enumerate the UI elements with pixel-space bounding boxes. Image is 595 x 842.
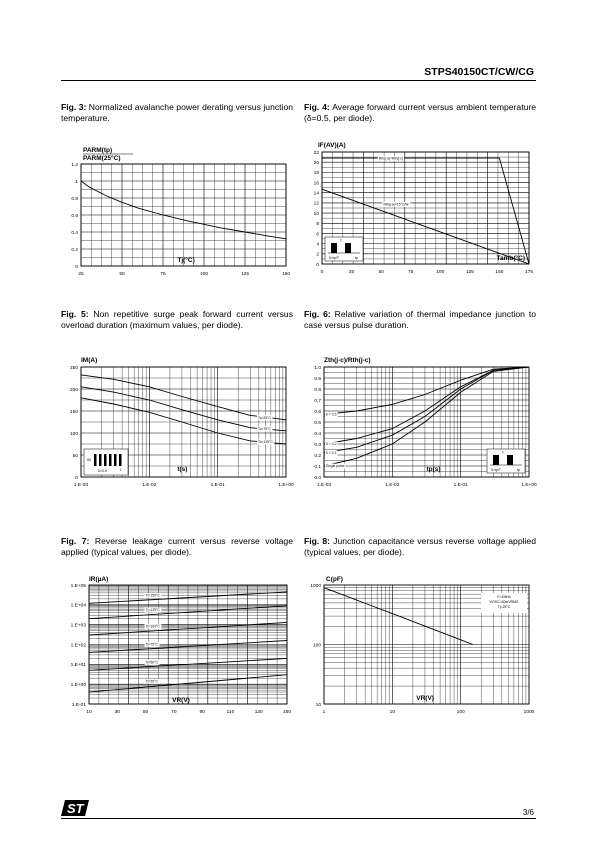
series-label: Tj=150°C (145, 593, 160, 598)
conditions-legend (481, 593, 527, 613)
series-line (81, 398, 286, 444)
x-tick-label: 100 (456, 710, 465, 715)
y-tick-label: 0.6 (71, 213, 78, 219)
y-tick-label: 0.1 (314, 464, 321, 470)
x-tick-label: 70 (171, 710, 177, 715)
x-tick-label: 150 (282, 710, 292, 715)
y-tick-label: 16 (313, 181, 319, 187)
x-tick-label: 125 (240, 272, 250, 277)
caption-fig5 (61, 309, 293, 330)
x-tick-label: 1.E+00 (521, 483, 537, 488)
y-tick-label: 4 (316, 242, 319, 248)
x-axis-label: t(s) (177, 466, 188, 473)
y-tick-label: 10 (313, 211, 319, 217)
x-tick-label: 1.E-03 (73, 483, 89, 488)
duty-cycle-label: δ=tp/T (329, 256, 340, 260)
caption-text: Junction capacitance versus reverse voltage applied (typical values, per diode). (304, 536, 536, 557)
y-tick-label: 1.E+02 (70, 643, 86, 649)
pulse-block (331, 243, 337, 253)
pulse-period-label: T (339, 239, 343, 243)
pulse-width-label: tp (355, 256, 358, 260)
x-tick-label: 75 (408, 270, 414, 275)
y-tick-label: 1.E+01 (70, 663, 86, 669)
series-label: Tc=25°C (258, 415, 271, 420)
pulse-block (94, 454, 97, 466)
caption-fig6 (304, 309, 536, 330)
duty-cycle-label: δ=0.5 (98, 469, 107, 473)
caption-text: Relative variation of thermal impedance junction to case versus pulse duration. (304, 309, 536, 330)
x-tick-label: 125 (465, 270, 474, 275)
y-tick-label: 1.E+03 (70, 623, 86, 629)
condition-label: Tj=25°C (497, 605, 511, 609)
duty-cycle-label: δ=tp/T (491, 468, 502, 472)
caption-label: Fig. 8: (304, 536, 331, 546)
series-label: Tj=50°C (145, 660, 158, 665)
y-tick-label: 2 (316, 252, 319, 258)
annotation-rth-15: Rth(j-a)=15°C/W (383, 202, 409, 207)
y-tick-label: 8 (316, 222, 319, 228)
condition-label: F=1MHz (497, 595, 511, 599)
series-label: Tj=25°C (145, 679, 158, 684)
y-tick-label: 10 (315, 702, 321, 708)
y-tick-label: 1.E+04 (70, 603, 86, 609)
x-tick-label: 100 (436, 270, 445, 275)
y-tick-label: 1000 (310, 583, 321, 589)
pulse-block (493, 455, 499, 465)
pulse-block (507, 455, 513, 465)
caption-label: Fig. 5: (61, 309, 89, 319)
condition-label: VOSC=30mVRMS (489, 600, 519, 604)
y-tick-label: 1.E-01 (71, 702, 86, 708)
series-label: δ = 0.2 (326, 442, 337, 447)
x-axis-label: tp(s) (426, 466, 441, 473)
x-tick-label: 10 (389, 710, 396, 715)
series-label: δ = 0.5 (326, 412, 337, 417)
annotation-rth-jc: Rth(j-a)=Rth(j-c) (378, 156, 404, 161)
y-tick-label: 200 (69, 387, 78, 393)
x-tick-label: 25 (78, 272, 84, 277)
pulse-block (99, 454, 102, 466)
series-label: Tj=75°C (145, 642, 158, 647)
chart-fig7 (61, 572, 301, 722)
page-number: 3/6 (522, 808, 534, 817)
pulse-block (345, 243, 351, 253)
y-tick-label: 250 (69, 365, 78, 371)
series-line (324, 367, 529, 414)
pulse-block (109, 454, 112, 466)
caption-fig3 (61, 102, 293, 123)
x-tick-label: 1 (322, 710, 326, 715)
time-label: t (120, 468, 121, 472)
y-tick-label: 0.8 (314, 387, 321, 393)
y-tick-label: 0.8 (71, 196, 78, 202)
x-tick-label: 1.E-01 (210, 483, 225, 488)
x-tick-label: 50 (142, 710, 149, 715)
pulse-diagram-icon (487, 449, 525, 473)
x-tick-label: 1.E+00 (278, 483, 294, 488)
y-tick-label: 14 (313, 191, 319, 197)
grid (81, 164, 286, 266)
y-tick-label: 6 (316, 232, 319, 238)
y-tick-label: 0.6 (314, 409, 321, 415)
caption-text: Normalized avalanche power derating versus junction temperature. (61, 102, 293, 123)
series-label: δ = 0.1 (326, 451, 337, 455)
y-tick-label: 0.2 (71, 247, 78, 253)
caption-text: Average forward current versus ambient temperature (δ=0.5, per diode). (304, 102, 537, 123)
y-axis-label-top: PARM(tp) (83, 147, 113, 154)
y-tick-label: 0 (316, 262, 319, 268)
x-axis-label: VR(V) (172, 697, 190, 704)
x-axis-label: Tamb(°C) (496, 255, 525, 262)
surge-pulse-icon (84, 449, 128, 475)
y-tick-label: 1.E+00 (70, 682, 86, 688)
series-line (81, 375, 286, 420)
x-tick-label: 150 (281, 272, 291, 277)
caption-fig7 (61, 536, 293, 557)
x-tick-label: 1.E-01 (453, 483, 468, 488)
pulse-block (119, 454, 122, 466)
caption-label: Fig. 4: (304, 102, 330, 112)
y-tick-label: 1.0 (314, 365, 321, 371)
footer-rule (61, 818, 536, 819)
series-label: Tc=75°C (258, 426, 271, 431)
y-tick-label: 0 (75, 475, 78, 481)
y-tick-label: 12 (313, 201, 319, 207)
caption-text: Reverse leakage current versus reverse voltage applied (typical values, per diode). (61, 536, 293, 557)
series-line (81, 387, 286, 431)
caption-label: Fig. 7: (61, 536, 90, 546)
st-logo-icon (61, 800, 89, 816)
y-tick-label: 20 (313, 160, 319, 166)
current-label: IM (87, 458, 91, 462)
x-tick-label: 110 (226, 710, 235, 715)
y-tick-label: 0.4 (314, 431, 321, 437)
y-tick-label: 0.4 (71, 230, 78, 236)
x-tick-label: 25 (348, 270, 355, 275)
y-tick-label: 100 (312, 643, 321, 649)
x-tick-label: 130 (254, 710, 263, 715)
x-tick-label: 150 (495, 270, 504, 275)
y-tick-label: 150 (69, 409, 78, 415)
pulse-width-label: tp (517, 468, 520, 472)
series-label: Single pulse (326, 464, 345, 469)
chart-fig3 (61, 142, 301, 282)
series-label: Tj=125°C (145, 608, 160, 613)
x-tick-label: 50 (119, 272, 125, 277)
chart-fig5 (61, 352, 301, 497)
y-tick-label: 1.E+05 (70, 583, 86, 589)
y-tick-label: 18 (313, 171, 319, 177)
pulse-block (114, 454, 117, 466)
y-tick-label: 50 (72, 453, 78, 459)
x-tick-label: 1.E-02 (385, 483, 400, 488)
y-tick-label: 22 (313, 150, 319, 156)
pulse-period-label: T (501, 451, 505, 455)
x-tick-label: 1000 (523, 710, 535, 715)
y-tick-label: 100 (69, 431, 78, 437)
pulse-diagram-icon (325, 237, 363, 261)
y-tick-label: 0.0 (314, 475, 321, 481)
y-tick-label: 1.2 (71, 162, 78, 168)
caption-label: Fig. 6: (304, 309, 331, 319)
x-tick-label: 1.E-02 (142, 483, 157, 488)
series-label: Tj=100°C (145, 624, 160, 629)
chart-fig8 (304, 572, 544, 722)
caption-label: Fig. 3: (61, 102, 87, 112)
x-tick-label: 0 (320, 270, 324, 275)
x-tick-label: 1.E-03 (316, 483, 332, 488)
series-label: Tc=125°C (258, 440, 273, 444)
x-tick-label: 175 (524, 270, 534, 275)
header-rule (61, 80, 536, 81)
y-axis-label: C(pF) (326, 576, 343, 583)
x-axis-label: Tj(°C) (177, 257, 195, 264)
x-axis-label: VR(V) (416, 695, 434, 702)
caption-fig4 (304, 102, 536, 123)
x-tick-label: 50 (378, 270, 384, 275)
caption-text: Non repetitive surge peak forward current versus overload duration (maximum values, per diode). (61, 309, 293, 330)
y-axis-label: IR(µA) (89, 576, 109, 583)
caption-fig8 (304, 536, 536, 557)
y-axis-label: IF(AV)(A) (318, 142, 346, 149)
chart-fig4 (304, 142, 544, 282)
y-tick-label: 0.5 (314, 420, 321, 426)
document-title: STPS40150CT/CW/CG (424, 66, 534, 78)
y-axis-label: Zth(j-c)/Rth(j-c) (324, 357, 371, 364)
y-axis-label: IM(A) (81, 357, 98, 364)
y-tick-label: 0.3 (314, 442, 321, 448)
y-tick-label: 0.2 (314, 453, 321, 459)
x-tick-label: 90 (199, 710, 205, 715)
x-tick-label: 10 (86, 710, 92, 715)
pulse-block (104, 454, 107, 466)
chart-fig6 (304, 352, 544, 497)
x-tick-label: 75 (160, 272, 166, 277)
grid (89, 585, 287, 704)
y-tick-label: 1 (75, 179, 78, 185)
y-tick-label: 0 (75, 264, 78, 270)
y-tick-label: 0.7 (314, 398, 321, 404)
y-tick-label: 0.9 (314, 376, 321, 382)
x-tick-label: 100 (199, 272, 209, 277)
x-tick-label: 30 (114, 710, 120, 715)
y-axis-label-bottom: PARM(25°C) (83, 155, 121, 162)
svg-text:ST: ST (67, 801, 84, 816)
